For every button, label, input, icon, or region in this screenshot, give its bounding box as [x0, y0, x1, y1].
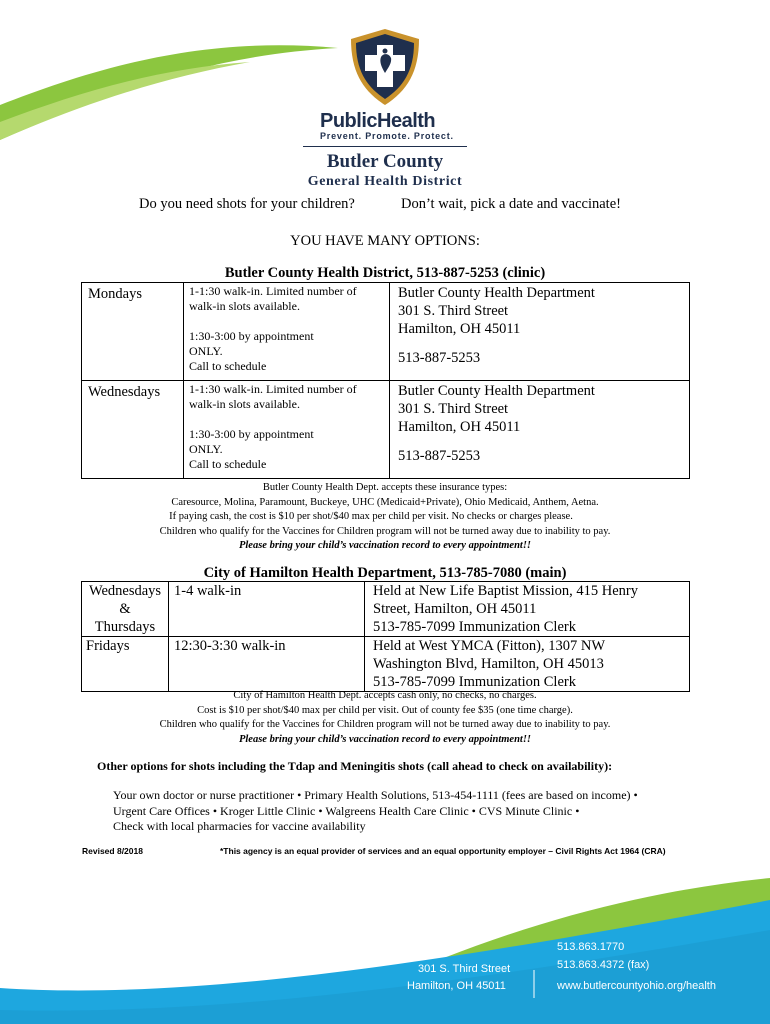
address-line: Hamilton, OH 45011	[398, 321, 521, 337]
location-line: Washington Blvd, Hamilton, OH 45013	[373, 656, 604, 672]
table-row	[82, 637, 690, 692]
schedule-times	[184, 381, 390, 479]
time-label: 1-4 walk-in	[174, 583, 242, 599]
header-swoosh	[0, 0, 340, 140]
day-label: Wednesdays	[88, 583, 162, 599]
footer-fax: 513.863.4372 (fax)	[557, 959, 650, 971]
location-line: Street, Hamilton, OH 45011	[373, 601, 537, 617]
address-line: Butler County Health Department	[398, 285, 595, 301]
logo-divider	[303, 146, 467, 147]
schedule-day	[82, 381, 184, 479]
note-line: City of Hamilton Health Dept. accepts cash only, no checks, no charges.	[233, 690, 537, 701]
schedule-day	[82, 582, 169, 637]
address-line: 301 S. Third Street	[398, 401, 509, 417]
footer-website-link[interactable]: www.butlercountyohio.org/health	[557, 980, 716, 992]
day-label: Wednesdays	[88, 384, 161, 400]
phone-line: 513-887-5253	[398, 448, 481, 464]
intro-question: Do you need shots for your children?	[139, 196, 355, 212]
appointment-text: 1:30-3:00 by appointment	[189, 329, 314, 343]
footer-swoosh	[0, 870, 770, 1024]
hamilton-heading: City of Hamilton Health Department, 513-785-7080 (main)	[203, 565, 567, 581]
table-row	[82, 381, 690, 479]
schedule-day	[82, 283, 184, 381]
note-line: Cost is $10 per shot/$40 max per child per visit. Out of county fee $35 (one time charge).	[197, 704, 573, 716]
address-line: 301 S. Third Street	[398, 303, 509, 319]
phone-line: 513-887-5253	[398, 350, 481, 366]
address-line: Hamilton, OH 45011	[398, 419, 521, 435]
location-line: Held at New Life Baptist Mission, 415 Henry	[373, 583, 638, 599]
walkin-text: 1-1:30 walk-in. Limited number of walk-in slots available.	[189, 382, 357, 411]
note-line: Children who qualify for the Vaccines for Children program will not be turned away due to inability to pay.	[159, 525, 611, 537]
bchd-heading: Butler County Health District, 513-887-5253 (clinic)	[224, 265, 546, 281]
table-row	[82, 283, 690, 381]
revised-date: Revised 8/2018	[82, 846, 143, 856]
schedule-location	[390, 381, 690, 479]
option-line: Urgent Care Offices • Kroger Little Clinic • Walgreens Health Care Clinic • CVS Minute Clinic •	[113, 803, 580, 818]
note-line: Children who qualify for the Vaccines for Children program will not be turned away due to inability to pay.	[159, 719, 611, 730]
other-options-heading: Other options for shots including the Tdap and Meningitis shots (call ahead to check on availability):	[97, 759, 613, 773]
brand-name: PublicHealth	[320, 110, 436, 132]
intro-cta: Don’t wait, pick a date and vaccinate!	[401, 196, 621, 212]
time-label: 12:30-3:30 walk-in	[174, 638, 286, 654]
appointment-text: Call to schedule	[189, 359, 267, 373]
schedule-location	[365, 582, 690, 637]
appointment-text: ONLY.	[189, 442, 223, 456]
note-line: Please bring your child’s vaccination record to every appointment!!	[238, 540, 532, 551]
appointment-text: Call to schedule	[189, 457, 267, 471]
options-heading: YOU HAVE MANY OPTIONS:	[290, 233, 480, 249]
schedule-times	[169, 582, 365, 637]
schedule-times	[169, 637, 365, 692]
note-line: Please bring your child’s vaccination record to every appointment!!	[238, 733, 532, 745]
option-line: Your own doctor or nurse practitioner • Primary Health Solutions, 513-454-1111 (fees are based on income) •	[113, 788, 638, 802]
option-line: Check with local pharmacies for vaccine availability	[113, 819, 366, 833]
note-line: Butler County Health Dept. accepts these insurance types:	[262, 482, 508, 493]
dept-name: General Health District	[307, 174, 463, 189]
shield-logo-icon	[345, 27, 425, 107]
footer-phone: 513.863.1770	[557, 941, 625, 953]
appointment-text: 1:30-3:00 by appointment	[189, 427, 314, 441]
org-name: Butler County	[326, 151, 444, 172]
schedule-location	[390, 283, 690, 381]
bchd-notes	[0, 481, 770, 554]
hamilton-notes	[0, 689, 770, 747]
schedule-times	[184, 283, 390, 381]
day-label: &	[119, 601, 131, 617]
hamilton-schedule-table	[81, 581, 690, 692]
schedule-day	[82, 637, 169, 692]
bchd-schedule-table	[81, 282, 690, 479]
note-line: Caresource, Molina, Paramount, Buckeye, UHC (Medicaid+Private), Ohio Medicaid, Anthem, Aetna.	[171, 496, 599, 508]
day-label: Thursdays	[94, 619, 156, 635]
schedule-location	[365, 637, 690, 692]
note-line: If paying cash, the cost is $10 per shot/$40 max per child per visit. No checks or charges please.	[169, 511, 573, 522]
footer-address-2: Hamilton, OH 45011	[407, 980, 506, 992]
appointment-text: ONLY.	[189, 344, 223, 358]
walkin-text: 1-1:30 walk-in. Limited number of walk-in slots available.	[189, 284, 357, 313]
footer-address-1: 301 S. Third Street	[418, 963, 511, 975]
location-line: Held at West YMCA (Fitton), 1307 NW	[373, 638, 606, 654]
address-line: Butler County Health Department	[398, 383, 595, 399]
location-line: 513-785-7099 Immunization Clerk	[373, 674, 576, 690]
day-label: Fridays	[86, 638, 130, 654]
brand-tagline: Prevent. Promote. Protect.	[320, 131, 454, 141]
location-line: 513-785-7099 Immunization Clerk	[373, 619, 576, 635]
other-options-list	[113, 788, 638, 835]
table-row	[82, 582, 690, 637]
day-label: Mondays	[88, 286, 142, 302]
equal-opportunity-statement: *This agency is an equal provider of services and an equal opportunity employer – Civil Rights Act 1964 (CRA)	[220, 846, 666, 856]
